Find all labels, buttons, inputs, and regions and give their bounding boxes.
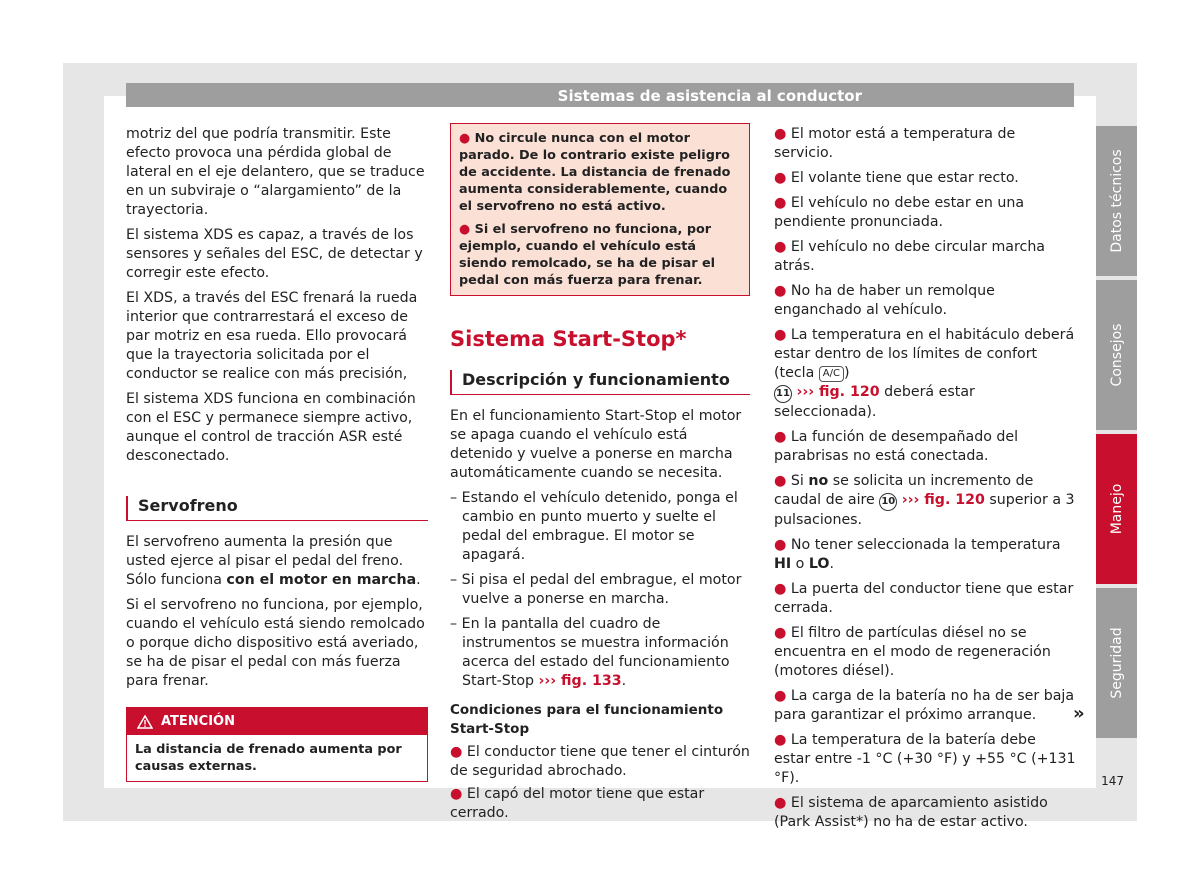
warning-item: ● Si el servofreno no funciona, por ejemplo, cuando el vehículo está siendo remolcado, se ha de pisar el pedal con más fuerza para frenar. bbox=[459, 222, 716, 288]
bullet-item: ● El vehículo no debe estar en una pendiente pronunciada. bbox=[774, 195, 1025, 230]
attention-header bbox=[127, 708, 427, 735]
bullet-item: ● El motor está a temperatura de servicio. bbox=[774, 126, 1016, 161]
tab-manejo[interactable]: Manejo bbox=[1096, 434, 1137, 584]
bullet-item: ● La función de desempañado del parabrisas no está conectada. bbox=[774, 429, 1019, 464]
paragraph: Si el servofreno no funciona, por ejemplo, cuando el vehículo está siendo remolcado o porque dicho dispositivo está averiado, se ha de pisar el pedal con más fuerza para frenar. bbox=[126, 597, 425, 689]
attention-title: ATENCIÓN bbox=[161, 714, 235, 729]
column-2 bbox=[450, 125, 750, 829]
tab-datos-tecnicos[interactable]: Datos técnicos bbox=[1096, 126, 1137, 276]
bullet-item: ● El volante tiene que estar recto. bbox=[774, 170, 1019, 186]
bullet-item: ● La puerta del conductor tiene que estar cerrada. bbox=[774, 581, 1074, 616]
paragraph: El servofreno aumenta la presión que usted ejerce al pisar el pedal del freno. Sólo funciona con el motor en marcha. bbox=[126, 534, 421, 588]
page-header-title: Sistemas de asistencia al conductor bbox=[557, 87, 862, 105]
bullet-item: ● El conductor tiene que tener el cinturón de seguridad abrochado. bbox=[450, 744, 750, 779]
warning-item: ● No circule nunca con el motor parado. De lo contrario existe peligro de accidente. La distancia de frenado aumenta considerablemente, cuando el servofreno no está activo. bbox=[459, 131, 731, 214]
attention-text: La distancia de frenado aumenta por causas externas. bbox=[127, 735, 427, 781]
warning-triangle-icon bbox=[137, 715, 153, 729]
continue-marker: » bbox=[1073, 703, 1085, 724]
ac-key-icon: A/C bbox=[819, 366, 844, 382]
paragraph: El sistema XDS funciona en combinación con el ESC y permanece siempre activo, aunque el control de tracción ASR esté desconectado. bbox=[126, 391, 416, 464]
column-1 bbox=[126, 125, 428, 782]
number-circle: 10 bbox=[879, 493, 897, 511]
figure-link[interactable]: ››› fig. 120 bbox=[796, 384, 880, 400]
section-heading-descripcion: Descripción y funcionamiento bbox=[450, 370, 750, 395]
figure-link[interactable]: ››› fig. 120 bbox=[901, 492, 985, 508]
bullet-item: ● No tener seleccionada la temperatura HI o LO. bbox=[774, 537, 1061, 572]
paragraph: El XDS, a través del ESC frenará la rueda interior que contrarrestará el exceso de par motriz en esa rueda. Ello provocará que la trayectoria solicitada por el conductor se realice con más precisión, bbox=[126, 290, 418, 382]
dash-item: – Si pisa el pedal del embrague, el motor vuelve a ponerse en marcha. bbox=[450, 572, 742, 607]
bullet-item: ● No ha de haber un remolque enganchado al vehículo. bbox=[774, 283, 995, 318]
attention-box bbox=[126, 707, 428, 782]
number-circle: 11 bbox=[774, 385, 792, 403]
page-number: 147 bbox=[1101, 774, 1124, 788]
bullet-item: ● Si no se solicita un incremento de caudal de aire 10 ››› fig. 120 superior a 3 pulsaciones. bbox=[774, 473, 1075, 528]
tab-seguridad[interactable]: Seguridad bbox=[1096, 588, 1137, 738]
section-title-start-stop: Sistema Start-Stop* bbox=[450, 327, 687, 351]
column-3 bbox=[774, 125, 1076, 838]
paragraph: motriz del que podría transmitir. Este efecto provoca una pérdida global de lateral en el eje delantero, que se traduce en un subviraje o “alargamiento” de la trayectoria. bbox=[126, 126, 425, 218]
dash-item: – En la pantalla del cuadro de instrumentos se muestra información acerca del estado del funcionamiento Start-Stop ››› fig. 133. bbox=[450, 616, 730, 689]
bullet-item: ● La temperatura de la batería debe estar entre -1 °C (+30 °F) y +55 °C (+131 °F). bbox=[774, 732, 1076, 786]
tab-consejos[interactable]: Consejos bbox=[1096, 280, 1137, 430]
paragraph: El sistema XDS es capaz, a través de los sensores y señales del ESC, de detectar y corregir este efecto. bbox=[126, 227, 423, 281]
bullet-item: ● El capó del motor tiene que estar cerrado. bbox=[450, 786, 705, 821]
bullet-item: ● La carga de la batería no ha de ser baja para garantizar el próximo arranque. bbox=[774, 688, 1075, 723]
bullet-item: ● El filtro de partículas diésel no se encuentra en el modo de regeneración (motores diésel). bbox=[774, 625, 1051, 679]
subheading-conditions: Condiciones para el funcionamiento Start-Stop bbox=[450, 702, 724, 737]
bullet-item: ● El vehículo no debe circular marcha atrás. bbox=[774, 239, 1046, 274]
dash-item: – Estando el vehículo detenido, ponga el cambio en punto muerto y suelte el pedal del embrague. El motor se apagará. bbox=[450, 490, 738, 563]
section-heading-servofreno: Servofreno bbox=[126, 496, 428, 521]
bullet-item: ● El sistema de aparcamiento asistido (Park Assist*) no ha de estar activo. bbox=[774, 795, 1048, 830]
bullet-item: ● La temperatura en el habitáculo deberá estar dentro de los límites de confort (tecla A/C ) 11 ››› fig. 120 deberá estar seleccionada). bbox=[774, 327, 1075, 420]
figure-link[interactable]: ››› fig. 133 bbox=[538, 673, 622, 689]
paragraph: En el funcionamiento Start-Stop el motor se apaga cuando el vehículo está detenido y vuelve a ponerse en marcha automáticamente cuando se necesita. bbox=[450, 408, 742, 481]
warning-box bbox=[450, 123, 750, 296]
